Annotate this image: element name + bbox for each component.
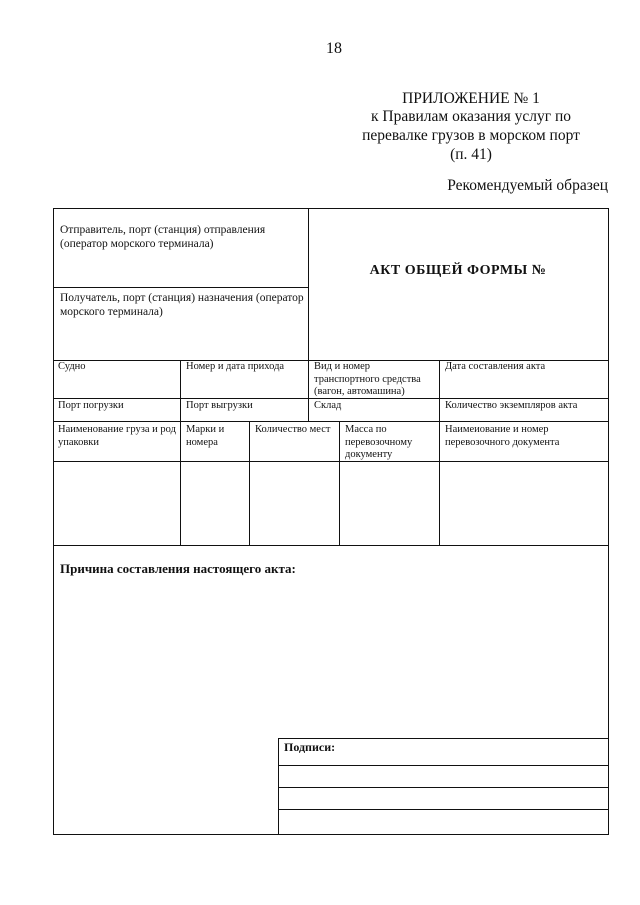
doc-name-label: Наимеиование и номер перевозочного документа xyxy=(445,424,560,448)
copies-label: Количество экземпляров акта xyxy=(445,400,578,411)
appendix-subtitle-line-1: к Правилам оказания услуг по xyxy=(370,108,572,125)
act-title: АКТ ОБЩЕЙ ФОРМЫ № xyxy=(369,263,547,278)
frame-bottom-line xyxy=(53,834,609,835)
warehouse-label: Склад xyxy=(314,400,342,411)
mass-label: Масса по перевозочному документу xyxy=(345,424,413,460)
row3-col-2 xyxy=(249,421,250,545)
frame-top-line xyxy=(53,208,609,209)
transport-label: Вид и номер транспортного средства (вагон, автомашина) xyxy=(314,361,421,397)
cargo-name-label: Наименование груза и род упаковки xyxy=(58,424,176,448)
appendix-clause: (п. 41) xyxy=(450,146,492,163)
act-date-label: Дата составления акта xyxy=(445,361,546,372)
sample-label: Рекомендуемый образец xyxy=(447,177,608,194)
signature-top-line xyxy=(278,738,609,739)
signatures-label: Подписи: xyxy=(284,740,336,754)
header-split-line xyxy=(308,208,309,360)
row12-col-3 xyxy=(439,360,440,421)
signature-line-2 xyxy=(278,787,609,788)
reason-label: Причина составления настоящего акта: xyxy=(60,561,296,576)
unload-port-label: Порт выгрузки xyxy=(186,400,253,411)
row3-col-1 xyxy=(180,421,181,545)
signature-line-3 xyxy=(278,809,609,810)
places-label: Количество мест xyxy=(255,424,331,435)
arrival-label: Номер и дата прихода xyxy=(186,361,285,372)
load-port-label: Порт погрузки xyxy=(58,400,124,411)
vessel-label: Судно xyxy=(58,361,86,372)
appendix-subtitle-line-2: перевалке грузов в морском порт xyxy=(362,127,580,144)
appendix-title: ПРИЛОЖЕНИЕ № 1 xyxy=(402,90,540,107)
marks-label: Марки и номера xyxy=(186,424,225,448)
data-row-top-line xyxy=(53,461,609,462)
row3-col-3 xyxy=(339,421,340,545)
row12-col-2 xyxy=(308,360,309,421)
frame-left-line xyxy=(53,208,54,835)
row12-col-1 xyxy=(180,360,181,421)
page-number: 18 xyxy=(326,40,342,57)
row3-top-line xyxy=(53,421,609,422)
recipient-label: Получатель, порт (станция) назначения (оператор морского терминала) xyxy=(60,292,304,318)
reason-top-line xyxy=(53,545,609,546)
sender-label: Отправитель, порт (станция) отправления (оператор морского терминала) xyxy=(60,224,266,250)
sender-recipient-divider xyxy=(53,287,308,288)
signature-line-1 xyxy=(278,765,609,766)
row3-col-4 xyxy=(439,421,440,545)
frame-right-line xyxy=(608,208,609,835)
